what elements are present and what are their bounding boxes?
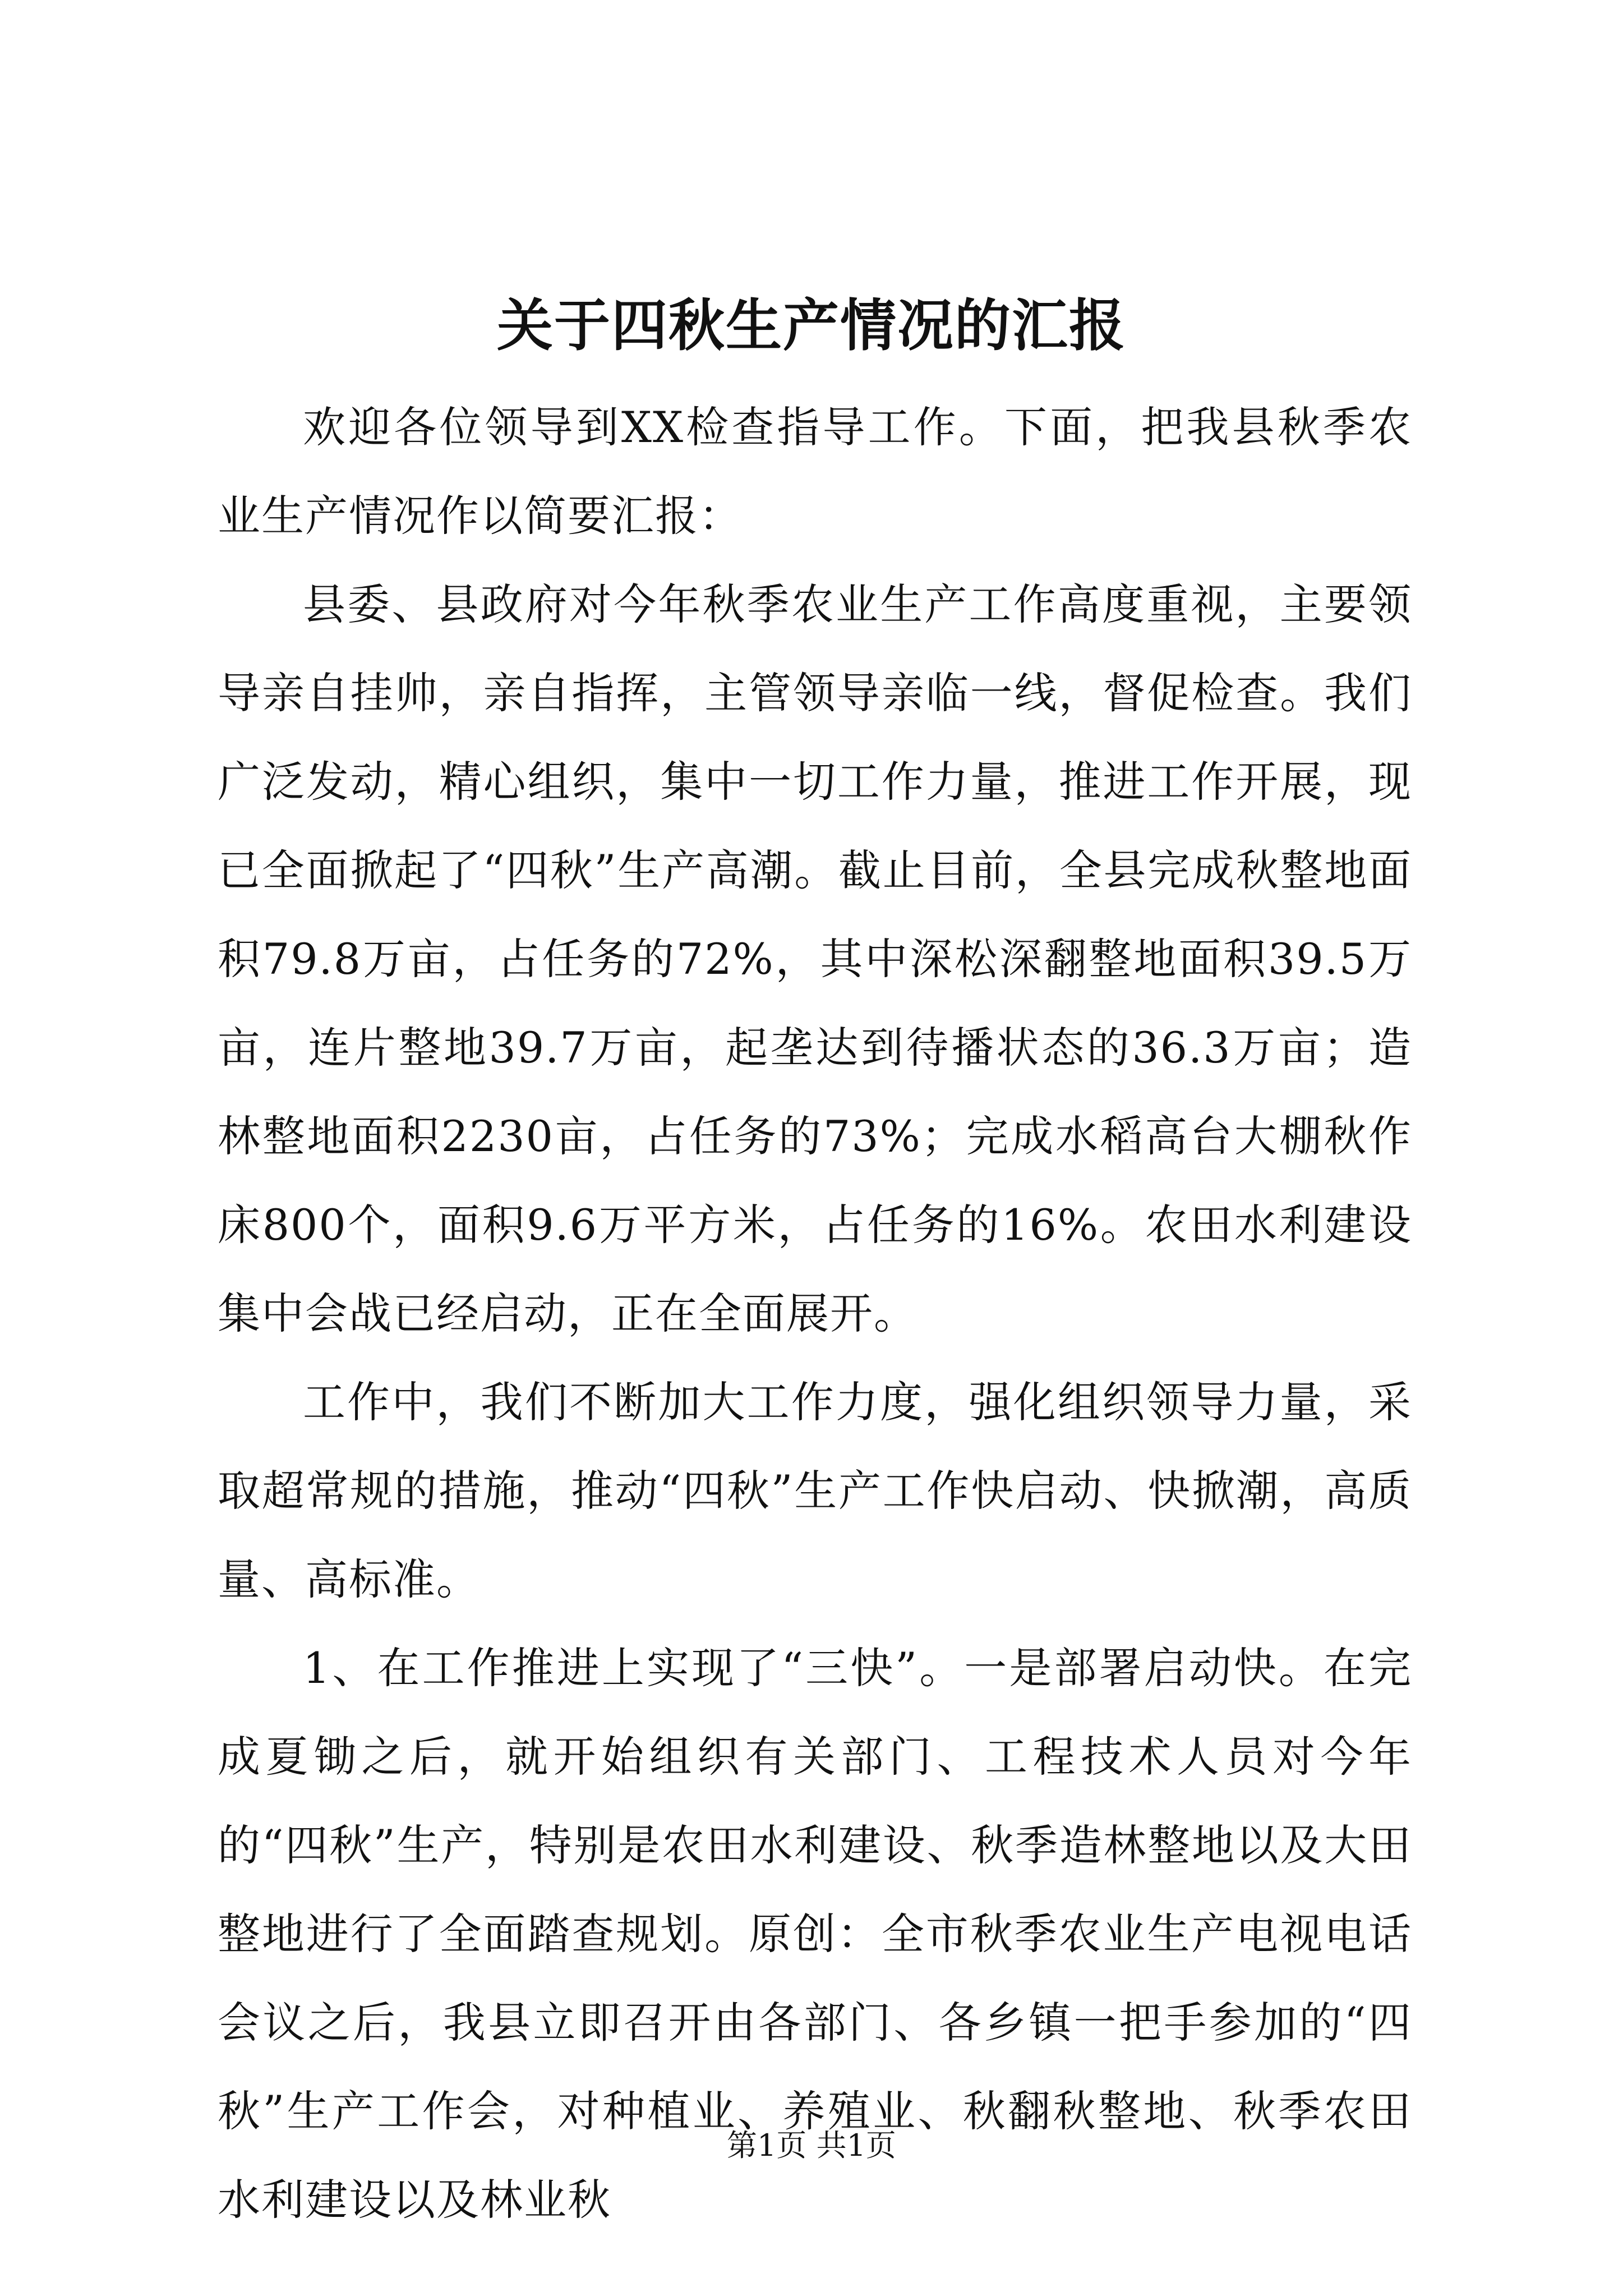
page-footer xyxy=(0,2126,1623,2165)
document-body xyxy=(218,383,1412,2244)
paragraph-three-fast: 1、在工作推进上实现了“三快”。一是部署启动快。在完成夏锄之后，就开始组织有关部门、工程技术人员对今年的“四秋”生产，特别是农田水利建设、秋季造林整地以及大田整地进行了全面踏查规划。原创：全市秋季农业生产电视电话会议之后，我县立即召开由各部门、各乡镇一把手参加的“四秋”生产工作会，对种植业、养殖业、秋翻秋整地、秋季农田水利建设以及林业秋 xyxy=(218,1643,1412,2225)
document-title: 关于四秋生产情况的汇报 xyxy=(497,292,1126,358)
paragraph-overview: 县委、县政府对今年秋季农业生产工作高度重视，主要领导亲自挂帅，亲自指挥，主管领导亲临一线，督促检查。我们广泛发动，精心组织，集中一切工作力量，推进工作开展，现已全面掀起了“四秋”生产高潮。截止目前，全县完成秋整地面积79.8万亩，占任务的72%，其中深松深翻整地面积39.5万亩，连片整地39.7万亩，起垄达到待播状态的36.3万亩；造林整地面积2230亩，占任务的73%；完成水稻高台大棚秋作床800个，面积9.6万平方米，占任务的16%。农田水利建设集中会战已经启动，正在全面展开。 xyxy=(218,579,1412,1338)
page-number: 第1页 共1页 xyxy=(727,2128,896,2163)
paragraph-intro: 欢迎各位领导到XX检查指导工作。下面，把我县秋季农业生产情况作以简要汇报： xyxy=(218,402,1412,541)
paragraph-measures: 工作中，我们不断加大工作力度，强化组织领导力量，采取超常规的措施，推动“四秋”生产工作快启动、快掀潮，高质量、高标准。 xyxy=(218,1377,1412,1604)
